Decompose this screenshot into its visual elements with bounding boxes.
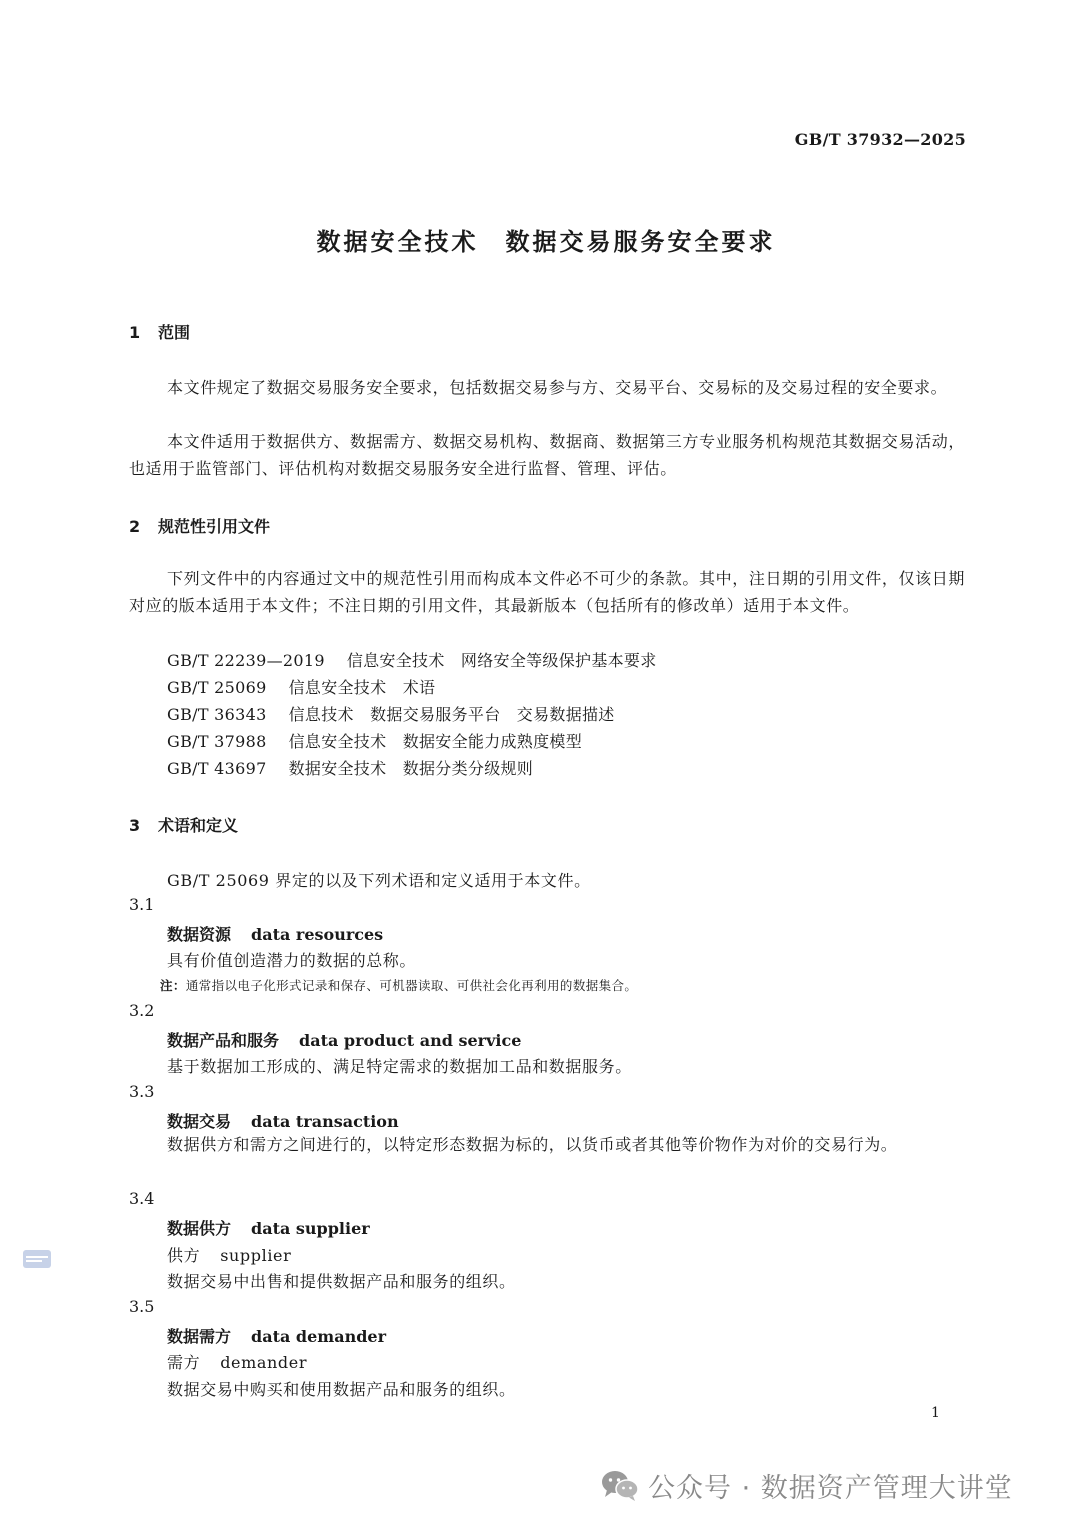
reference-item <box>167 675 435 698</box>
term-heading <box>167 922 383 945</box>
reference-code: GB/T 37988 <box>167 732 267 751</box>
note-text: 通常指以电子化形式记录和保存、可机器读取、可供社会化再利用的数据集合。 <box>185 978 638 993</box>
term-en: data demander <box>251 1327 386 1346</box>
synonym-zh: 供方 <box>167 1246 201 1265</box>
term-zh: 数据资源 <box>167 925 232 944</box>
section-number: 1 <box>129 323 141 342</box>
term-en: data product and service <box>299 1031 522 1050</box>
document-title: 数据安全技术 数据交易服务安全要求 <box>316 228 776 256</box>
synonym-en: demander <box>220 1353 308 1372</box>
term-number: 3.1 <box>129 895 155 914</box>
standard-number: GB/T 37932—2025 <box>794 130 966 149</box>
synonym-zh: 需方 <box>167 1353 201 1372</box>
synonym-en: supplier <box>220 1246 292 1265</box>
section-heading-terms <box>129 813 238 836</box>
reference-code: GB/T 36343 <box>167 705 267 724</box>
term-zh: 数据需方 <box>167 1327 232 1346</box>
terms-intro: GB/T 25069 界定的以及下列术语和定义适用于本文件。 <box>167 871 591 890</box>
term-note <box>160 976 637 994</box>
term-number: 3.5 <box>129 1297 155 1316</box>
term-definition: 数据供方和需方之间进行的，以特定形态数据为标的，以货币或者其他等价物作为对价的交易行为。 <box>167 1135 898 1154</box>
reference-item <box>167 756 533 779</box>
term-zh: 数据交易 <box>167 1112 232 1131</box>
reference-title: 信息安全技术 术语 <box>288 678 436 697</box>
term-synonym <box>167 1350 307 1373</box>
section-number: 3 <box>129 816 141 835</box>
term-definition: 具有价值创造潜力的数据的总称。 <box>167 951 417 970</box>
wechat-icon <box>600 1469 640 1510</box>
section-title: 范围 <box>158 323 191 342</box>
footer-text: 公众号 · 数据资产管理大讲堂 <box>648 1473 1013 1504</box>
section-title: 规范性引用文件 <box>158 517 271 536</box>
footer-watermark <box>600 1466 1013 1510</box>
section-heading-references <box>129 514 270 537</box>
references-intro: 下列文件中的内容通过文中的规范性引用而构成本文件必不可少的条款。其中，注日期的引用文件，仅该日期对应的版本适用于本文件；不注日期的引用文件，其最新版本（包括所有的修改单）适用于本文件。 <box>129 569 965 615</box>
publisher-logo-mark-icon <box>22 1247 52 1275</box>
term-number: 3.2 <box>129 1001 155 1020</box>
term-heading <box>167 1324 386 1347</box>
term-synonym <box>167 1243 291 1266</box>
section-title: 术语和定义 <box>158 816 239 835</box>
term-number: 3.4 <box>129 1189 155 1208</box>
term-heading <box>167 1109 399 1132</box>
reference-item <box>167 729 582 752</box>
reference-title: 信息安全技术 数据安全能力成熟度模型 <box>288 732 582 751</box>
term-heading <box>167 1028 521 1051</box>
term-en: data supplier <box>251 1219 370 1238</box>
term-zh: 数据产品和服务 <box>167 1031 280 1050</box>
reference-code: GB/T 22239—2019 <box>167 651 325 670</box>
term-en: data transaction <box>251 1112 399 1131</box>
page-number: 1 <box>931 1405 940 1421</box>
reference-title: 数据安全技术 数据分类分级规则 <box>288 759 534 778</box>
scope-paragraph-1: 本文件规定了数据交易服务安全要求，包括数据交易参与方、交易平台、交易标的及交易过程的安全要求。 <box>167 378 948 397</box>
term-definition: 数据交易中购买和使用数据产品和服务的组织。 <box>167 1380 516 1399</box>
reference-title: 信息技术 数据交易服务平台 交易数据描述 <box>288 705 615 724</box>
term-number: 3.3 <box>129 1082 155 1101</box>
scope-paragraph-2: 本文件适用于数据供方、数据需方、数据交易机构、数据商、数据第三方专业服务机构规范其数据交易活动，也适用于监管部门、评估机构对数据交易服务安全进行监督、管理、评估。 <box>129 432 965 478</box>
note-label: 注： <box>160 978 186 993</box>
term-definition: 基于数据加工形成的、满足特定需求的数据加工品和数据服务。 <box>167 1057 632 1076</box>
section-number: 2 <box>129 517 141 536</box>
term-en: data resources <box>251 925 384 944</box>
term-zh: 数据供方 <box>167 1219 232 1238</box>
reference-code: GB/T 25069 <box>167 678 267 697</box>
term-heading <box>167 1216 370 1239</box>
reference-code: GB/T 43697 <box>167 759 267 778</box>
reference-item <box>167 648 657 671</box>
term-definition: 数据交易中出售和提供数据产品和服务的组织。 <box>167 1272 516 1291</box>
reference-title: 信息安全技术 网络安全等级保护基本要求 <box>346 651 657 670</box>
section-heading-scope <box>129 320 190 343</box>
reference-item <box>167 702 615 725</box>
